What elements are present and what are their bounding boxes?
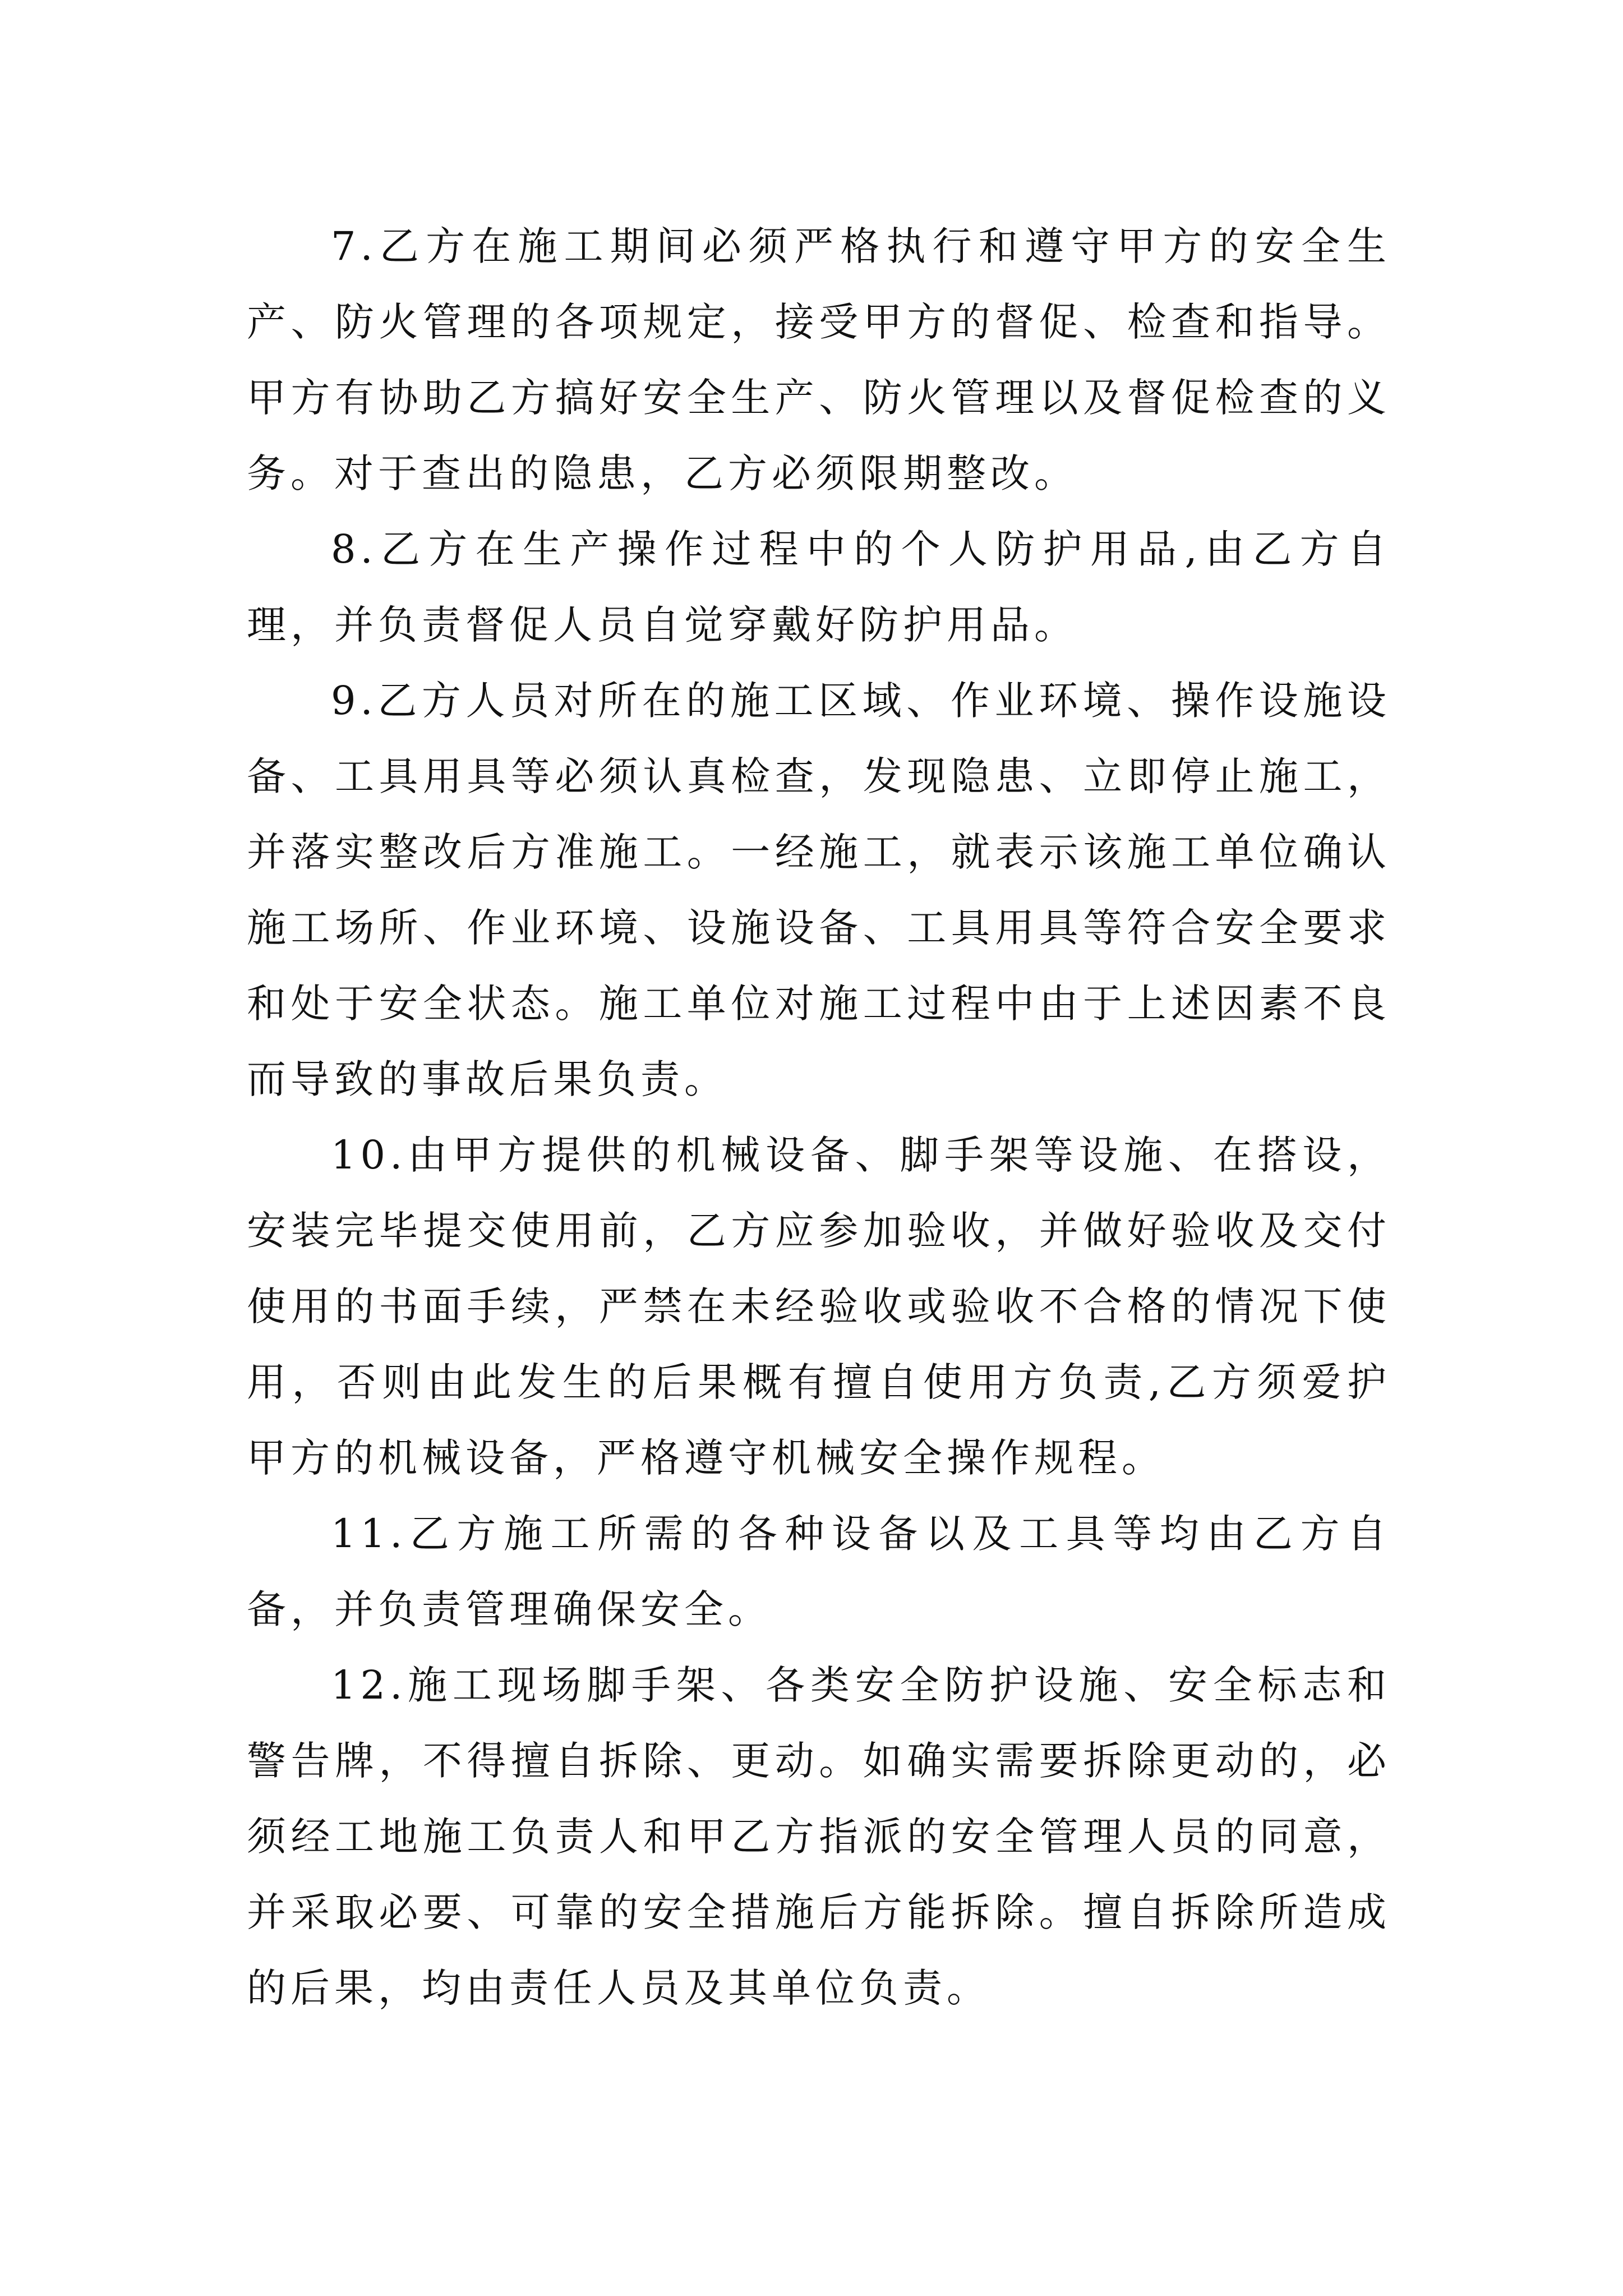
clause-9: 9.乙方人员对所在的施工区域、作业环境、操作设施设备、工具用具等必须认真检查，发现隐患、立即停止施工，并落实整改后方准施工。一经施工，就表示该施工单位确认施工场所、作业环境、设施设备、工具用具等符合安全要求和处于安全状态。施工单位对施工过程中由于上述因素不良而导致的事故后果负责。 xyxy=(247,678,1391,1102)
clause-12: 12.施工现场脚手架、各类安全防护设施、安全标志和警告牌，不得擅自拆除、更动。如确实需要拆除更动的，必须经工地施工负责人和甲乙方指派的安全管理人员的同意，并采取必要、可靠的安全措施后方能拆除。擅自拆除所造成的后果，均由责任人员及其单位负责。 xyxy=(247,1662,1391,2011)
clause-8: 8.乙方在生产操作过程中的个人防护用品,由乙方自理，并负责督促人员自觉穿戴好防护用品。 xyxy=(247,526,1391,648)
clause-7: 7.乙方在施工期间必须严格执行和遵守甲方的安全生产、防火管理的各项规定，接受甲方的督促、检查和指导。甲方有协助乙方搞好安全生产、防火管理以及督促检查的义务。对于查出的隐患，乙方必须限期整改。 xyxy=(247,223,1391,496)
clause-10: 10.由甲方提供的机械设备、脚手架等设施、在搭设，安装完毕提交使用前，乙方应参加验收，并做好验收及交付使用的书面手续，严禁在未经验收或验收不合格的情况下使用，否则由此发生的后果概有擅自使用方负责,乙方须爱护甲方的机械设备，严格遵守机械安全操作规程。 xyxy=(247,1132,1391,1481)
document-body xyxy=(247,209,1391,2026)
clause-11: 11.乙方施工所需的各种设备以及工具等均由乙方自备，并负责管理确保安全。 xyxy=(247,1511,1391,1632)
